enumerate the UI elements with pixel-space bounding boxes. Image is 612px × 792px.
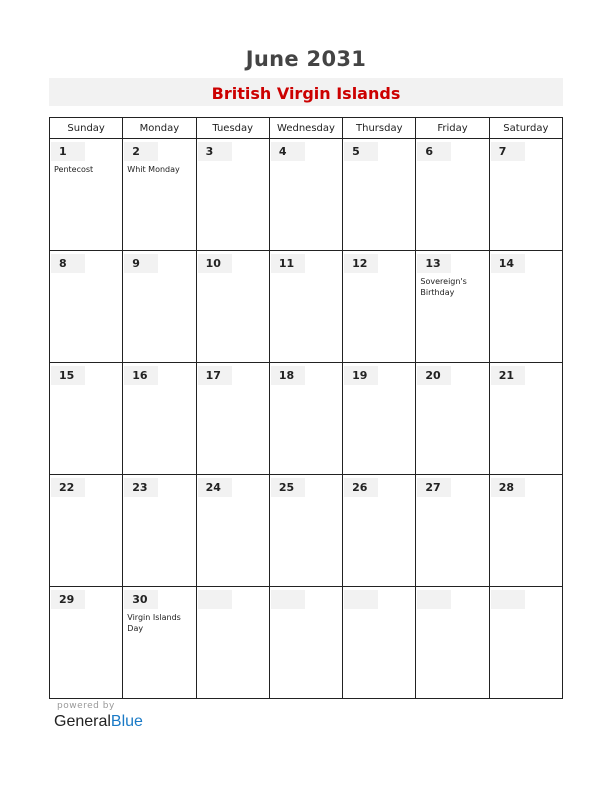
page-title: June 2031 <box>245 47 367 71</box>
day-number: 23 <box>124 478 158 497</box>
day-number <box>198 590 232 609</box>
day-cell[interactable] <box>123 475 196 587</box>
day-number: 14 <box>491 254 525 273</box>
day-number: 19 <box>344 366 378 385</box>
day-cell[interactable] <box>50 587 123 699</box>
day-number: 12 <box>344 254 378 273</box>
holiday-label: Pentecost <box>54 165 94 174</box>
day-number: 13 <box>417 254 451 273</box>
day-cell[interactable] <box>489 251 562 363</box>
day-cell[interactable] <box>489 363 562 475</box>
day-number: 30 <box>124 590 158 609</box>
day-number: 17 <box>198 366 232 385</box>
day-cell[interactable] <box>123 363 196 475</box>
day-cell[interactable] <box>269 139 342 251</box>
week-row <box>50 587 563 699</box>
weekday-header: Friday <box>416 118 489 139</box>
day-number: 16 <box>124 366 158 385</box>
day-number: 1 <box>51 142 85 161</box>
day-number <box>344 590 378 609</box>
weekday-header: Wednesday <box>269 118 342 139</box>
day-cell[interactable] <box>123 251 196 363</box>
day-number: 11 <box>271 254 305 273</box>
day-cell[interactable] <box>123 587 196 699</box>
day-number: 28 <box>491 478 525 497</box>
day-number: 29 <box>51 590 85 609</box>
day-number: 26 <box>344 478 378 497</box>
week-row <box>50 475 563 587</box>
day-cell[interactable] <box>269 363 342 475</box>
day-cell[interactable] <box>196 139 269 251</box>
day-number: 22 <box>51 478 85 497</box>
day-number: 8 <box>51 254 85 273</box>
day-cell[interactable] <box>50 363 123 475</box>
day-cell[interactable] <box>416 587 489 699</box>
day-cell[interactable] <box>343 587 416 699</box>
holiday-label: Virgin Islands Day <box>127 613 181 633</box>
day-cell[interactable] <box>196 475 269 587</box>
day-number: 5 <box>344 142 378 161</box>
holiday-label: Whit Monday <box>127 165 180 174</box>
day-cell[interactable] <box>196 251 269 363</box>
day-number <box>491 590 525 609</box>
day-number: 21 <box>491 366 525 385</box>
day-number <box>417 590 451 609</box>
day-cell[interactable] <box>416 363 489 475</box>
day-number: 10 <box>198 254 232 273</box>
brand-blue-text: Blue <box>110 713 143 730</box>
week-row <box>50 139 563 251</box>
holiday-label: Sovereign's Birthday <box>420 277 467 297</box>
generalblue-logo[interactable] <box>54 713 143 731</box>
weekday-header: Thursday <box>343 118 416 139</box>
day-cell[interactable] <box>196 363 269 475</box>
day-cell[interactable] <box>123 139 196 251</box>
day-cell[interactable] <box>269 251 342 363</box>
weekday-header: Sunday <box>50 118 123 139</box>
brand-general-text: General <box>54 713 111 730</box>
day-number: 20 <box>417 366 451 385</box>
country-subtitle: British Virgin Islands <box>211 84 401 103</box>
day-number <box>271 590 305 609</box>
day-cell[interactable] <box>343 475 416 587</box>
day-cell[interactable] <box>50 139 123 251</box>
day-number: 6 <box>417 142 451 161</box>
day-number: 2 <box>124 142 158 161</box>
day-number: 25 <box>271 478 305 497</box>
weekday-header: Monday <box>123 118 196 139</box>
day-number: 15 <box>51 366 85 385</box>
powered-by-label: powered by <box>57 701 115 711</box>
day-number: 3 <box>198 142 232 161</box>
week-row <box>50 363 563 475</box>
day-number: 27 <box>417 478 451 497</box>
day-cell[interactable] <box>343 251 416 363</box>
weekday-header: Saturday <box>489 118 562 139</box>
day-cell[interactable] <box>489 587 562 699</box>
weekday-header-row <box>50 118 563 139</box>
day-cell[interactable] <box>269 587 342 699</box>
weekday-header: Tuesday <box>196 118 269 139</box>
day-cell[interactable] <box>269 475 342 587</box>
day-cell[interactable] <box>416 251 489 363</box>
day-cell[interactable] <box>489 475 562 587</box>
day-cell[interactable] <box>343 139 416 251</box>
day-number: 4 <box>271 142 305 161</box>
day-cell[interactable] <box>489 139 562 251</box>
day-cell[interactable] <box>416 475 489 587</box>
day-number: 18 <box>271 366 305 385</box>
week-row <box>50 251 563 363</box>
calendar-grid <box>49 117 563 699</box>
day-cell[interactable] <box>196 587 269 699</box>
day-number: 7 <box>491 142 525 161</box>
day-cell[interactable] <box>50 251 123 363</box>
day-cell[interactable] <box>416 139 489 251</box>
day-cell[interactable] <box>50 475 123 587</box>
day-cell[interactable] <box>343 363 416 475</box>
day-number: 24 <box>198 478 232 497</box>
day-number: 9 <box>124 254 158 273</box>
